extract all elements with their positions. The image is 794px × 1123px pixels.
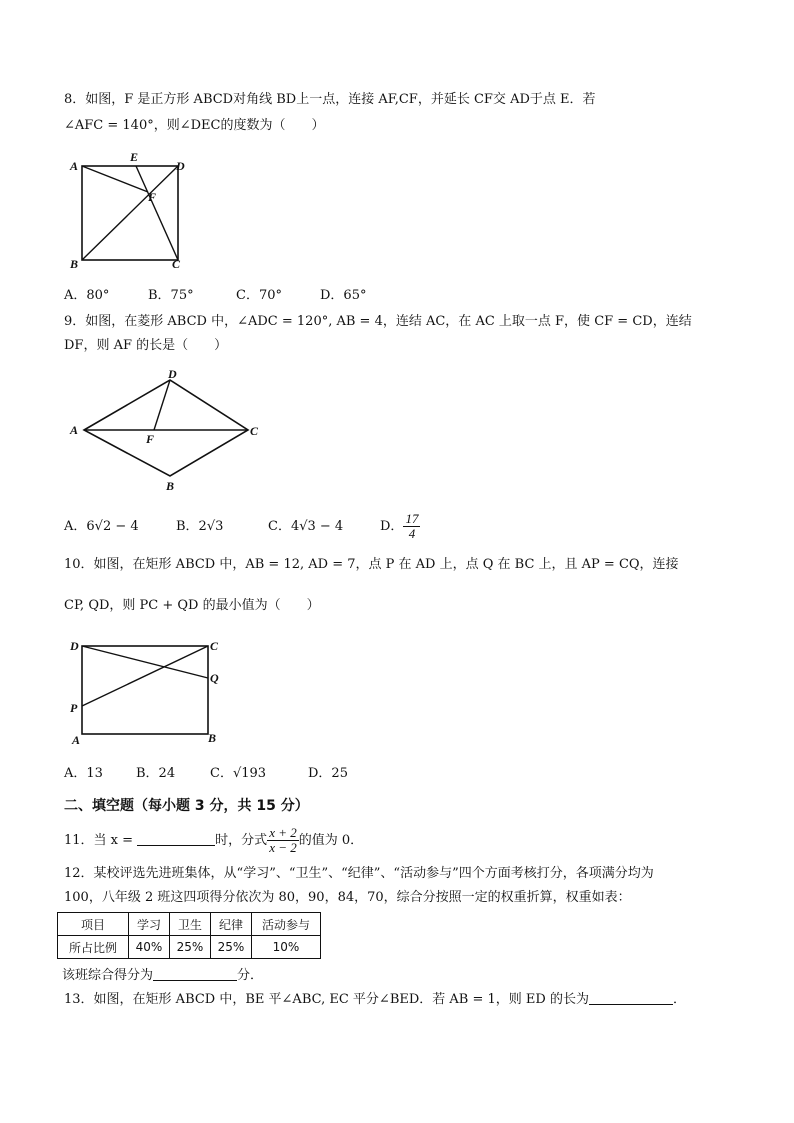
table-header-cell: 纪律: [211, 913, 252, 936]
q13-suffix: ．: [672, 992, 686, 1007]
q12-weights-table: [57, 912, 321, 959]
q8-label-c: C: [172, 257, 181, 271]
q10-options: [64, 764, 348, 784]
section-heading: 二、填空题（每小题 3 分，共 15 分）: [64, 798, 309, 814]
q9-option-c: C．4√3 − 4: [268, 519, 344, 534]
table-header-cell: 项目: [58, 913, 129, 936]
q9-line2: DF，则 AF 的长是（ ）: [64, 338, 228, 353]
q12-answer-line: [62, 966, 263, 986]
table-header-cell: 活动参与: [252, 913, 321, 936]
q11-fraction: [267, 826, 299, 855]
q9-option-d: [380, 512, 420, 541]
q8-label-a: A: [70, 159, 79, 173]
q8-options: [64, 286, 366, 306]
q9-line1: 9．如图，在菱形 ABCD 中，∠ADC = 120°, AB = 4，连结 AC，在 AC 上取一点 F，使 CF = CD，连结: [64, 314, 692, 329]
q9-option-d-fraction: [403, 512, 420, 541]
q13-prefix: 13．如图，在矩形 ABCD 中，BE 平∠ABC, EC 平分∠BED．若 AB = 1，则 ED 的长为: [64, 992, 589, 1007]
q10-option-a: A．13: [64, 766, 103, 781]
q11-prefix: 11．当 x =: [64, 833, 134, 848]
q8-label-b: B: [70, 257, 79, 271]
q8-option-a: A．80°: [64, 288, 110, 303]
table-header-cell: 卫生: [170, 913, 211, 936]
table-cell: 25%: [211, 936, 252, 959]
q11-answer-blank[interactable]: [137, 831, 215, 846]
table-cell: 10%: [252, 936, 321, 959]
q9-label-f: F: [146, 432, 155, 446]
q10-option-c: C．√193: [210, 766, 267, 781]
q10-label-q: Q: [210, 671, 219, 685]
q10-label-p: P: [70, 701, 78, 715]
q10-line1: 10．如图，在矩形 ABCD 中，AB = 12, AD = 7，点 P 在 AD 上，点 Q 在 BC 上，且 AP = CQ，连接: [64, 557, 679, 572]
q8-label-d: D: [176, 159, 185, 173]
q12-answer-suffix: 分．: [237, 968, 264, 983]
q11-line: [64, 826, 363, 856]
q8-label-f: F: [148, 190, 157, 204]
table-header-cell: 学习: [129, 913, 170, 936]
q8-option-b: B．75°: [148, 288, 194, 303]
q9-options: [64, 512, 420, 541]
q13-answer-blank[interactable]: [589, 990, 673, 1005]
q9-rhombus-figure: [62, 364, 272, 494]
table-cell: 25%: [170, 936, 211, 959]
q11-middle: 时，分式: [215, 833, 268, 848]
q8-option-c: C．70°: [236, 288, 282, 303]
table-row: [58, 936, 321, 959]
q13-line: [64, 990, 686, 1010]
q9-option-d-num: 17: [405, 511, 419, 526]
q9-option-b: B．2√3: [176, 519, 224, 534]
q12-line1: 12．某校评选先进班集体，从“学习”、“卫生”、“纪律”、“活动参与”四个方面考核打分，各项满分均为: [64, 866, 654, 881]
table-row: [58, 913, 321, 936]
q12-answer-prefix: 该班综合得分为: [62, 968, 154, 983]
table-cell: 所占比例: [58, 936, 129, 959]
q10-label-b: B: [208, 731, 217, 745]
q9-option-d-den: 4: [408, 526, 416, 541]
q10-option-d: D．25: [308, 766, 348, 781]
q9-label-c: C: [250, 424, 259, 438]
q8-square-figure: [62, 150, 202, 272]
q10-label-c: C: [210, 639, 219, 653]
q9-label-a: A: [70, 423, 79, 437]
q11-suffix: 的值为 0．: [298, 833, 364, 848]
table-cell: 40%: [129, 936, 170, 959]
q8-line1: 8．如图，F 是正方形 ABCD对角线 BD上一点，连接 AF,CF，并延长 CF交 AD于点 E．若: [64, 92, 596, 107]
q9-option-d-prefix: D．: [380, 519, 404, 534]
q10-rectangle-figure: [62, 630, 232, 748]
q8-label-e: E: [130, 150, 139, 164]
q10-label-d: D: [70, 639, 79, 653]
q9-option-a: A．6√2 − 4: [64, 519, 139, 534]
q10-option-b: B．24: [136, 766, 176, 781]
q11-frac-num: x + 2: [269, 825, 297, 840]
q10-line2: CP, QD，则 PC + QD 的最小值为（ ）: [64, 598, 320, 613]
q12-answer-blank[interactable]: [153, 966, 237, 981]
q8-option-d: D．65°: [320, 288, 367, 303]
q9-label-b: B: [166, 479, 175, 493]
q8-line2: ∠AFC = 140°，则∠DEC的度数为（ ）: [64, 118, 325, 133]
q12-line2: 100，八年级 2 班这四项得分依次为 80，90，84，70，综合分按照一定的权重折算，权重如表：: [64, 890, 631, 905]
q9-label-d: D: [168, 367, 177, 381]
q11-frac-den: x − 2: [269, 840, 297, 855]
q10-label-a: A: [72, 733, 81, 747]
